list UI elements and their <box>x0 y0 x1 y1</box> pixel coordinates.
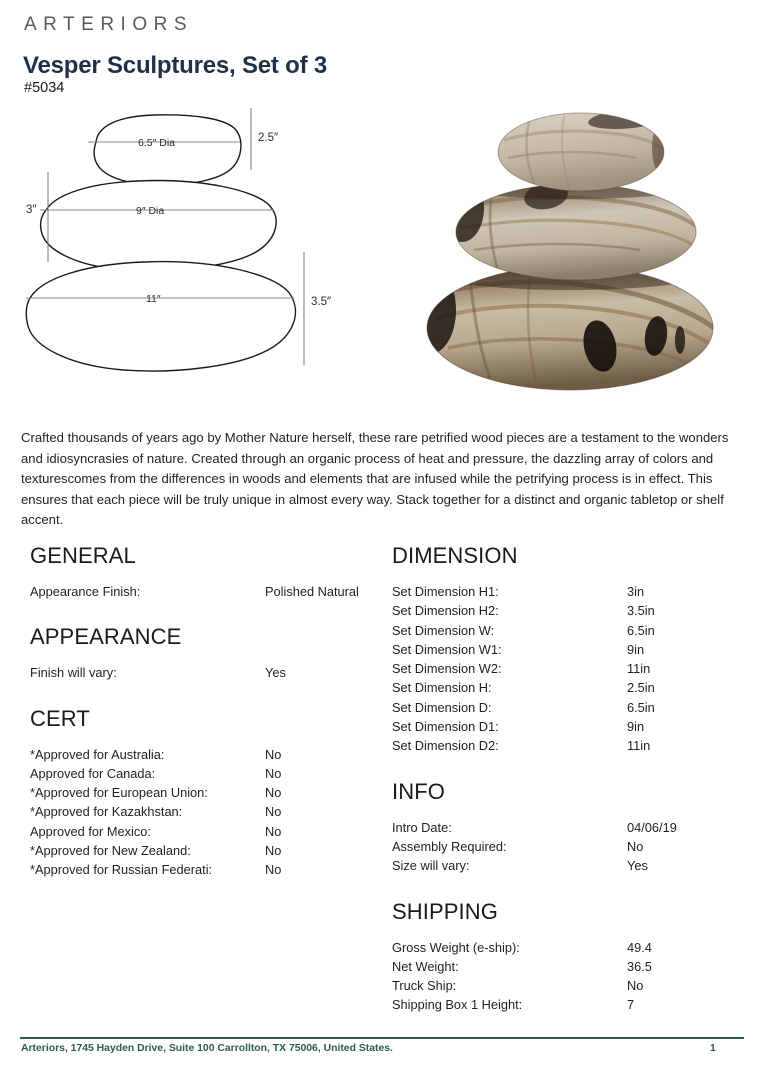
table-row <box>392 698 742 717</box>
table-row <box>30 745 380 764</box>
spec-column-right <box>392 542 742 1015</box>
row-value: No <box>265 765 282 781</box>
label-bottom-height: 3.5″ <box>311 296 332 308</box>
table-row <box>30 663 380 682</box>
row-label: Finish will vary: <box>30 665 117 681</box>
section-title-info: INFO <box>392 778 445 804</box>
row-value: Yes <box>265 665 286 681</box>
stone-bottom-outline <box>26 262 295 371</box>
section-dimension <box>392 542 742 756</box>
label-middle-dia: 9″ Dia <box>136 205 165 217</box>
spacer <box>392 756 742 778</box>
row-label: Gross Weight (e-ship): <box>392 939 520 955</box>
table-row <box>392 717 742 736</box>
table-row <box>392 837 742 856</box>
table-row <box>392 659 742 678</box>
row-value: 11in <box>627 738 651 754</box>
row-label: Truck Ship: <box>392 978 457 994</box>
product-description: Crafted thousands of years ago by Mother Nature herself, these rare petrified wood pieces are a testament to the wonders and idiosyncrasies of nature. Created through an organic process of heat and pressure, the dazzling array of colors and texturescomes from the differences in woods and elements that are infused while the petrifying process is in effect. This ensures that each piece will be truly unique in almost every way. Stack together for a distinct and organic tabletop or shelf accent. <box>21 430 729 527</box>
rows-general <box>30 582 380 601</box>
table-row <box>30 582 380 601</box>
rows-dimension <box>392 582 742 756</box>
row-value: Yes <box>627 858 648 874</box>
spacer <box>30 601 380 623</box>
table-row <box>392 957 742 976</box>
row-value: 49.4 <box>627 939 652 955</box>
row-label: *Approved for Kazakhstan: <box>30 804 183 820</box>
table-row <box>30 764 380 783</box>
row-value: 9in <box>627 719 645 735</box>
table-row <box>30 822 380 841</box>
section-title-cert: CERT <box>30 705 90 731</box>
section-appearance <box>30 623 380 682</box>
row-label: *Approved for New Zealand: <box>30 843 191 859</box>
label-top-dia: 6.5″ Dia <box>138 137 175 149</box>
row-value: No <box>627 838 644 854</box>
section-shipping <box>392 898 742 1015</box>
table-row <box>30 860 380 879</box>
row-value: 9in <box>627 641 645 657</box>
row-label: Set Dimension H1: <box>392 584 499 599</box>
row-label: Set Dimension W1: <box>392 641 502 657</box>
table-row <box>392 621 742 640</box>
table-row <box>392 995 742 1014</box>
row-value: 11in <box>627 661 651 677</box>
dimension-diagram <box>8 100 368 380</box>
stone-middle-outline <box>41 181 277 271</box>
row-value: Polished Natural <box>265 584 359 599</box>
row-value: No <box>265 823 282 839</box>
table-row <box>392 938 742 957</box>
row-value: 3in <box>627 584 645 599</box>
rows-appearance <box>30 663 380 682</box>
row-value: No <box>627 978 644 994</box>
row-label: *Approved for Australia: <box>30 746 165 762</box>
table-row <box>30 802 380 821</box>
row-label: Set Dimension H: <box>392 680 492 696</box>
section-title-general: GENERAL <box>30 543 136 568</box>
stone-top-outline <box>94 115 241 185</box>
row-value: 2.5in <box>627 680 655 696</box>
rows-shipping <box>392 938 742 1015</box>
row-label: Set Dimension W2: <box>392 661 502 677</box>
table-row <box>392 976 742 995</box>
row-label: Set Dimension D2: <box>392 738 499 754</box>
section-cert <box>30 705 380 880</box>
row-value: 36.5 <box>627 958 652 974</box>
sku-number: #5034 <box>24 80 65 96</box>
row-label: *Approved for Russian Federati: <box>30 862 213 878</box>
label-bottom-width: 11″ <box>146 293 161 305</box>
brand-wordmark: ARTERIORS <box>24 14 194 35</box>
diagram-svg <box>8 100 368 380</box>
table-row <box>392 601 742 620</box>
row-value: 04/06/19 <box>627 819 677 835</box>
label-middle-height: 3″ <box>26 204 37 216</box>
row-label: Set Dimension D1: <box>392 719 499 735</box>
row-value: 6.5in <box>627 622 655 638</box>
footer-divider <box>20 1037 744 1039</box>
table-row <box>392 736 742 755</box>
spacer <box>392 876 742 898</box>
row-value: No <box>265 862 282 878</box>
row-value: 7 <box>627 997 635 1013</box>
section-info <box>392 778 742 876</box>
footer-address: Arteriors, 1745 Hayden Drive, Suite 100 Carrollton, TX 75006, United States. <box>21 1043 393 1054</box>
rows-cert <box>30 745 380 880</box>
row-label: Intro Date: <box>392 819 452 835</box>
row-label: Size will vary: <box>392 858 470 874</box>
row-label: Net Weight: <box>392 958 459 974</box>
page-title: Vesper Sculptures, Set of 3 <box>23 52 328 79</box>
row-label: Approved for Mexico: <box>30 823 151 839</box>
row-label: Set Dimension H2: <box>392 603 499 619</box>
row-label: Appearance Finish: <box>30 584 141 599</box>
product-photo <box>418 96 744 396</box>
spacer <box>30 683 380 705</box>
row-label: Set Dimension W: <box>392 622 495 638</box>
row-value: No <box>265 843 282 859</box>
footer-page-number: 1 <box>710 1043 716 1054</box>
table-row <box>30 783 380 802</box>
row-value: No <box>265 804 282 820</box>
row-label: Approved for Canada: <box>30 765 156 781</box>
section-general <box>30 542 380 601</box>
table-row <box>392 640 742 659</box>
row-label: Set Dimension D: <box>392 699 492 715</box>
section-title-shipping: SHIPPING <box>392 898 498 924</box>
stone-photo-top <box>498 103 677 191</box>
product-photo-svg <box>418 96 744 396</box>
row-value: No <box>265 785 282 801</box>
row-value: 6.5in <box>627 699 655 715</box>
section-title-appearance: APPEARANCE <box>30 624 182 650</box>
table-row <box>30 841 380 860</box>
row-label: Assembly Required: <box>392 838 507 854</box>
row-label: *Approved for European Union: <box>30 785 208 801</box>
table-row <box>392 818 742 837</box>
section-title-dimension: DIMENSION <box>392 543 518 568</box>
row-value: 3.5in <box>627 603 655 619</box>
label-top-height: 2.5″ <box>258 132 279 144</box>
spec-column-left <box>30 542 380 880</box>
row-label: Shipping Box 1 Height: <box>392 997 523 1013</box>
table-row <box>392 856 742 875</box>
rows-info <box>392 818 742 876</box>
table-row <box>392 678 742 697</box>
table-row <box>392 582 742 601</box>
row-value: No <box>265 746 282 762</box>
